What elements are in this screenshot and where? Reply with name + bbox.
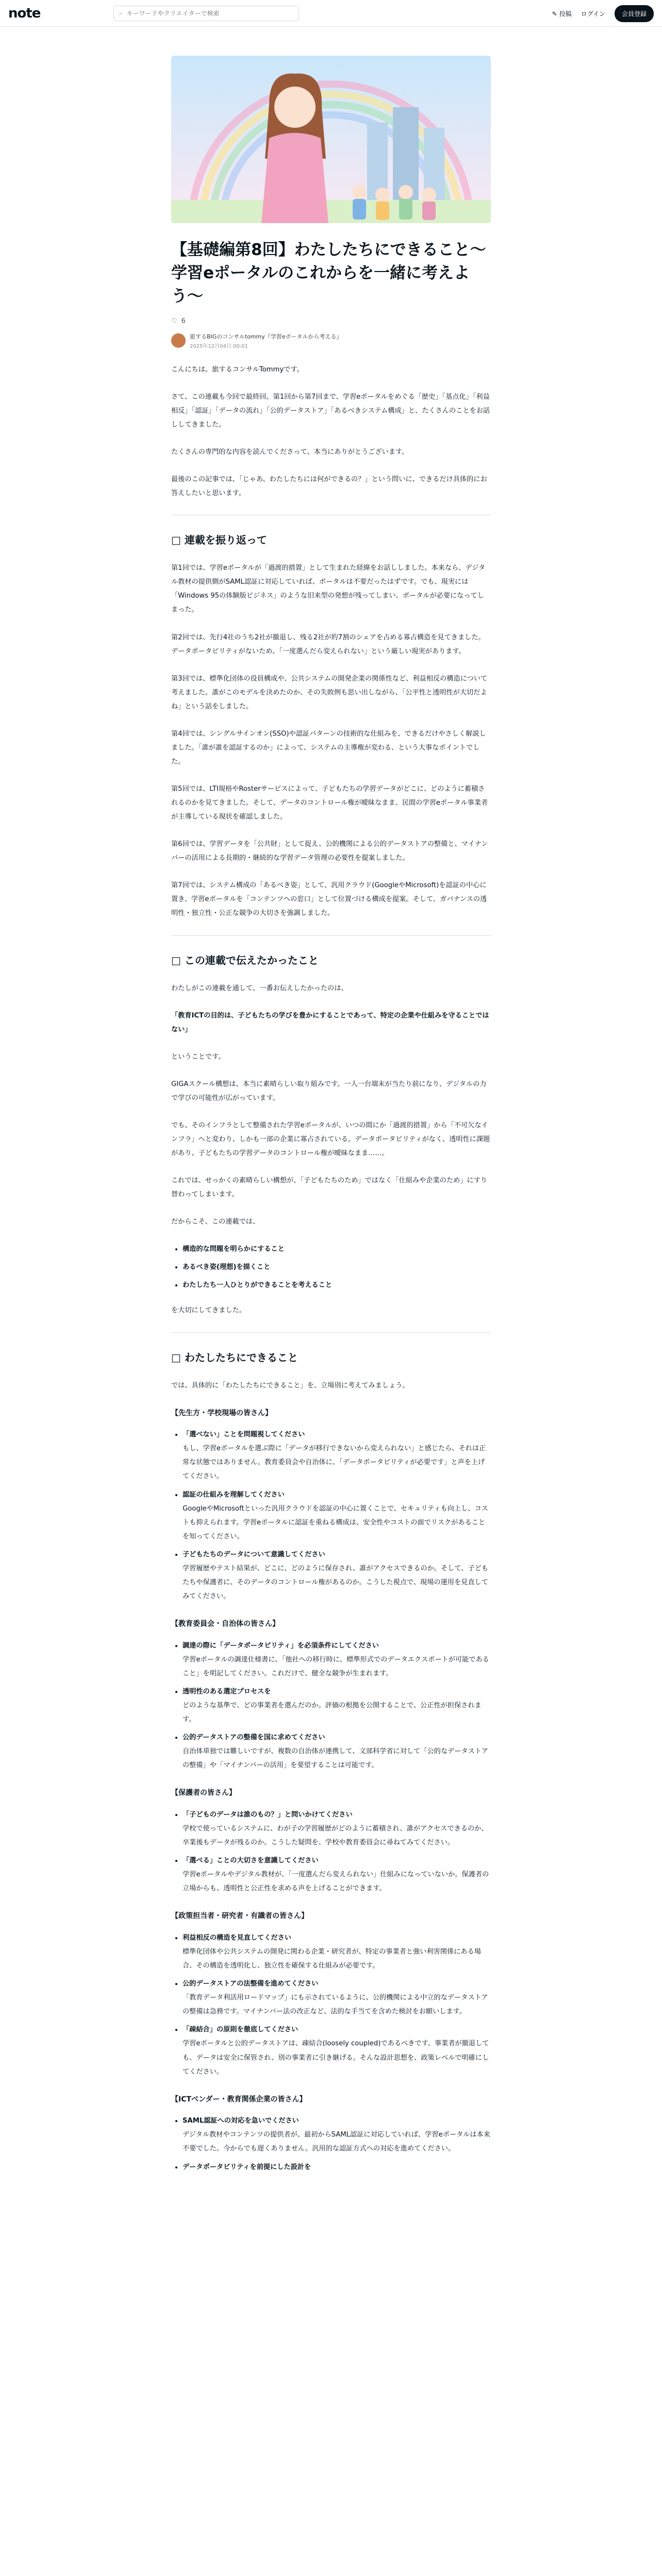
paragraph: 第4回では、シングルサインオン(SSO)や認証パターンの技術的な仕組みを、できるだけやさしく解説しました。「誰が誰を認証するのか」によって、システムの主導権が変わる、という大事なポイントでした。 bbox=[171, 730, 486, 766]
list-item: • 構造的な問題を明らかにすること bbox=[183, 1242, 491, 1256]
paragraph: わたしがこの連載を通して、一番お伝えしたかったのは、 bbox=[171, 984, 348, 992]
paragraph: 第7回では、システム構成の「あるべき姿」として、汎用クラウド(GoogleやMicrosoft)を認証の中心に置き、学習eポータルを「コンテンツへの窓口」として位置づける構成を提案。そして、ガバナンスの透明性・独立性・公正な競争の大切さを強調しました。 bbox=[171, 882, 487, 918]
role-list bbox=[183, 2114, 491, 2174]
role-heading: 【先生方・学校現場の皆さん】 bbox=[171, 1409, 272, 1417]
top-header bbox=[0, 0, 662, 27]
hero-image bbox=[171, 56, 491, 223]
paragraph: GIGAスクール構想は、本当に素晴らしい取り組みです。一人一台端末が当たり前になり、デジタルの力で学びの可能性が広がっています。 bbox=[171, 1080, 487, 1102]
role-heading: 【保護者の皆さん】 bbox=[171, 1789, 236, 1798]
list-item bbox=[183, 1731, 491, 1772]
item-description: GoogleやMicrosoftといった汎用クラウドを認証の中心に置くことで、セキュリティも向上し、コストも抑えられます。学習eポータルに認証を重ねる構成は、安全性やコストの面でリスクがあることを知ってください。 bbox=[183, 1504, 488, 1540]
item-description: もし、学習eポータルを選ぶ際に「データが移行できないから変えられない」と感じたら、それは正常な状態ではありません。教育委員会や自治体に、「データポータビリティが必要です」と声を上げてください。 bbox=[183, 1445, 486, 1481]
search-input[interactable] bbox=[127, 10, 282, 17]
signup-button[interactable]: 会員登録 bbox=[615, 5, 654, 22]
paragraph: を大切にしてきました。 bbox=[171, 1307, 246, 1315]
intro-paragraph: たくさんの専門的な内容を読んでくださって、本当にありがとうございます。 bbox=[171, 448, 409, 456]
section-heading: □ この連載で伝えたかったこと bbox=[171, 954, 319, 967]
paragraph: 第3回では、標準化団体の役員構成や、公共システムの開発企業の関係性など、利益相反の構造について考えました。誰がこのモデルを決めたのか、その失敗例も思い出しながら、「公平性と透明性が大切だよね」という話をしました。 bbox=[171, 674, 488, 710]
paragraph: 第5回では、LTI規格やRosterサービスによって、子どもたちの学習データがどこに、どのように蓄積されるのかを見てきました。そして、データのコントロール権が曖昧なまま、民間の学習eポータル事業者が主導している現状を確認しました。 bbox=[171, 785, 488, 821]
paragraph: でも、そのインフラとして整備された学習eポータルが、いつの間にか「過渡的措置」から「不可欠なインフラ」へと変わり、しかも一部の企業に寡占されている。データポータビリティがなく、透明性に課題があり、子どもたちの学習データのコントロール権が曖昧なまま……。 bbox=[171, 1121, 490, 1157]
pencil-icon: ✎ bbox=[552, 10, 557, 18]
item-description: デジタル教材やコンテンツの提供者が、最初からSAML認証に対応していれば、学習eポータルは本来不要でした。今からでも遅くありません。汎用的な認証方式への対応を進めてください。 bbox=[183, 2131, 490, 2153]
item-title: 利益相反の構造を見直してください bbox=[183, 1934, 291, 1942]
author-block[interactable] bbox=[171, 332, 491, 349]
list-item bbox=[183, 2114, 491, 2156]
item-description: 学習履歴やテスト結果が、どこに、どのように保存され、誰がアクセスできるのか。そして、子どもたちや保護者に、そのデータのコントロール権があるのか。こうした視点で、現場の運用を見直してみてください。 bbox=[183, 1564, 489, 1600]
role-list bbox=[183, 1808, 491, 1895]
list-item: • あるべき姿(理想)を描くこと bbox=[183, 1260, 491, 1274]
item-title: SAML認証への対応を急いでください bbox=[183, 2117, 299, 2125]
post-button[interactable]: ✎ 投稿 bbox=[552, 10, 572, 18]
paragraph: 第1回では、学習eポータルが「過渡的措置」として生まれた経緯をお話ししました。本来なら、デジタル教材の提供側がSAML認証に対応していれば、ポータルは不要だったはずです。でも、現実には「Windows 95の体験版ビジネス」のような旧来型の発想が残ってしまい、ポータルが必要になってしまった。 bbox=[171, 564, 486, 614]
list-item bbox=[183, 1854, 491, 1895]
item-title: 公的データストアの法整備を進めてください bbox=[183, 1980, 319, 1988]
item-description: どのような基準で、どの事業者を選んだのか。評価の根拠を公開することで、公正性が担保されます。 bbox=[183, 1701, 482, 1723]
section-heading: □ わたしたちにできること bbox=[171, 1351, 298, 1364]
like-count: 6 bbox=[181, 317, 186, 325]
list-item bbox=[183, 1685, 491, 1726]
section-heading: □ 連載を振り返って bbox=[171, 534, 267, 547]
item-title: 子どもたちのデータについて意識してください bbox=[183, 1550, 325, 1558]
item-title: 「子どものデータは誰のもの？」と問いかけてください bbox=[183, 1810, 353, 1819]
author-name[interactable]: 旅するBIGのコンサルtommy『学習eポータルから考える』 bbox=[190, 333, 342, 340]
paragraph: ということです。 bbox=[171, 1053, 225, 1061]
search-icon: ⌕ bbox=[119, 9, 123, 17]
goals-list bbox=[183, 1242, 491, 1292]
heart-icon[interactable]: ♡ bbox=[171, 317, 177, 325]
like-area[interactable] bbox=[171, 317, 491, 325]
list-item bbox=[183, 1977, 491, 2019]
item-description: 学習eポータルと公的データストアは、疎結合(loosely coupled)であるべきです。事業者が撤退しても、データは安全に保管され、別の事業者に引き継げる。そんな設計思想を、政策レベルで明確にしてください。 bbox=[183, 2040, 489, 2076]
list-item bbox=[183, 1428, 491, 1483]
publish-date: 2025年12月04日 00:01 bbox=[190, 343, 248, 349]
search-box[interactable] bbox=[113, 6, 299, 21]
avatar[interactable] bbox=[171, 333, 186, 348]
item-title: 「選べる」ことの大切さを意識してください bbox=[183, 1857, 319, 1865]
role-heading: 【教育委員会・自治体の皆さん】 bbox=[171, 1620, 279, 1628]
list-item bbox=[183, 2160, 491, 2174]
list-item bbox=[183, 1488, 491, 1544]
list-item bbox=[183, 1808, 491, 1850]
article-title: 【基礎編第8回】わたしたちにできること〜学習eポータルのこれからを一緒に考えよう〜 bbox=[171, 241, 486, 306]
intro-paragraph: さて、この連載も今回で最終回。第1回から第7回まで、学習eポータルをめぐる「歴史」「基点化」「利益相反」「認証」「データの流れ」「公的データストア」「あるべきシステム構成」と、たくさんのことをお話ししてきました。 bbox=[171, 393, 490, 429]
list-item bbox=[183, 1548, 491, 1603]
paragraph: 第2回では、先行4社のうち2社が撤退し、残る2社が約7割のシェアを占める寡占構造を見てきました。データポータビリティがないため、「一度選んだら変えられない」という厳しい現実があります。 bbox=[171, 633, 485, 655]
item-description: 標準化団体や公共システムの開発に関わる企業・研究者が、特定の事業者と強い利害関係にある場合、その構造を透明化し、独立性を確保する仕組みが必要です。 bbox=[183, 1948, 481, 1970]
item-title: 認証の仕組みを理解してください bbox=[183, 1490, 285, 1499]
item-title: データポータビリティを前提にした設計を bbox=[183, 2163, 311, 2171]
item-title: 公的データストアの整備を国に求めてください bbox=[183, 1734, 325, 1742]
item-title: 「疎結合」の原則を徹底してください bbox=[183, 2026, 299, 2034]
paragraph: 第6回では、学習データを「公共財」として捉え、公的機関による公的データストアの整備と、マイナンバーの活用による長期的・継続的な学習データ管理の必要性を提案しました。 bbox=[171, 840, 488, 862]
key-quote: 「教育ICTの目的は、子どもたちの学びを豊かにすることであって、特定の企業や仕組みを守ることではない」 bbox=[171, 1011, 489, 1033]
article bbox=[171, 56, 491, 2174]
item-description: 学習eポータルやデジタル教材が、「一度選んだら変えられない」仕組みになっていないか。保護者の立場からも、透明性と公正性を求める声を上げることができます。 bbox=[183, 1871, 489, 1893]
role-heading: 【政策担当者・研究者・有識者の皆さん】 bbox=[171, 1912, 308, 1921]
item-title: 「選べない」ことを問題視してください bbox=[183, 1431, 305, 1439]
paragraph: では、具体的に「わたしたちにできること」を、立場別に考えてみましょう。 bbox=[171, 1381, 409, 1389]
divider bbox=[171, 1332, 491, 1333]
role-list bbox=[183, 1639, 491, 1773]
item-title: 透明性のある選定プロセスを bbox=[183, 1687, 271, 1696]
item-description: 自治体単独では難しいですが、複数の自治体が連携して、文部科学省に対して「公的なデータストアの整備」や「マイナンバーの活用」を要望することは可能です。 bbox=[183, 1748, 488, 1770]
intro-paragraph: こんにちは。旅するコンサルTommyです。 bbox=[171, 365, 304, 374]
role-list bbox=[183, 1931, 491, 2079]
role-heading: 【ICTベンダー・教育関係企業の皆さん】 bbox=[171, 2095, 307, 2104]
list-item bbox=[183, 2023, 491, 2078]
item-title: 調達の際に「データポータビリティ」を必須条件にしてください bbox=[183, 1641, 379, 1650]
role-groups bbox=[171, 1406, 491, 2174]
item-description: 学習eポータルの調達仕様書に、「他社への移行時に、標準形式でのデータエクスポートが可能であること」を明記してください。これだけで、健全な競争が生まれます。 bbox=[183, 1655, 489, 1677]
paragraph: だからこそ、この連載では、 bbox=[171, 1218, 260, 1226]
paragraph: これでは、せっかくの素晴らしい構想が、「子どもたちのため」ではなく「仕組みや企業のため」にすり替わってしまいます。 bbox=[171, 1177, 487, 1199]
article-body bbox=[171, 363, 491, 2174]
login-button[interactable]: ログイン bbox=[581, 10, 605, 18]
divider bbox=[171, 935, 491, 936]
note-logo[interactable]: note bbox=[8, 5, 41, 21]
role-list bbox=[183, 1428, 491, 1603]
item-description: 「教育データ利活用ロードマップ」にも示されているように、公的機関による中立的なデータストアの整備は急務です。マイナンバー法の改正など、法的な手当てを含めた検討をお願いします。 bbox=[183, 1994, 488, 2016]
list-item: • わたしたち一人ひとりができることを考えること bbox=[183, 1278, 491, 1292]
intro-paragraph: 最後のこの記事では、「じゃあ、わたしたちには何ができるの？」という問いに、できるだけ具体的にお答えしたいと思います。 bbox=[171, 476, 487, 498]
item-description: 学校で使っているシステムに、わが子の学習履歴がどのように蓄積され、誰がアクセスできるのか、卒業後もデータが残るのか。こうした疑問を、学校や教育委員会に尋ねてみてください。 bbox=[183, 1825, 488, 1847]
list-item bbox=[183, 1931, 491, 1973]
list-item bbox=[183, 1639, 491, 1681]
